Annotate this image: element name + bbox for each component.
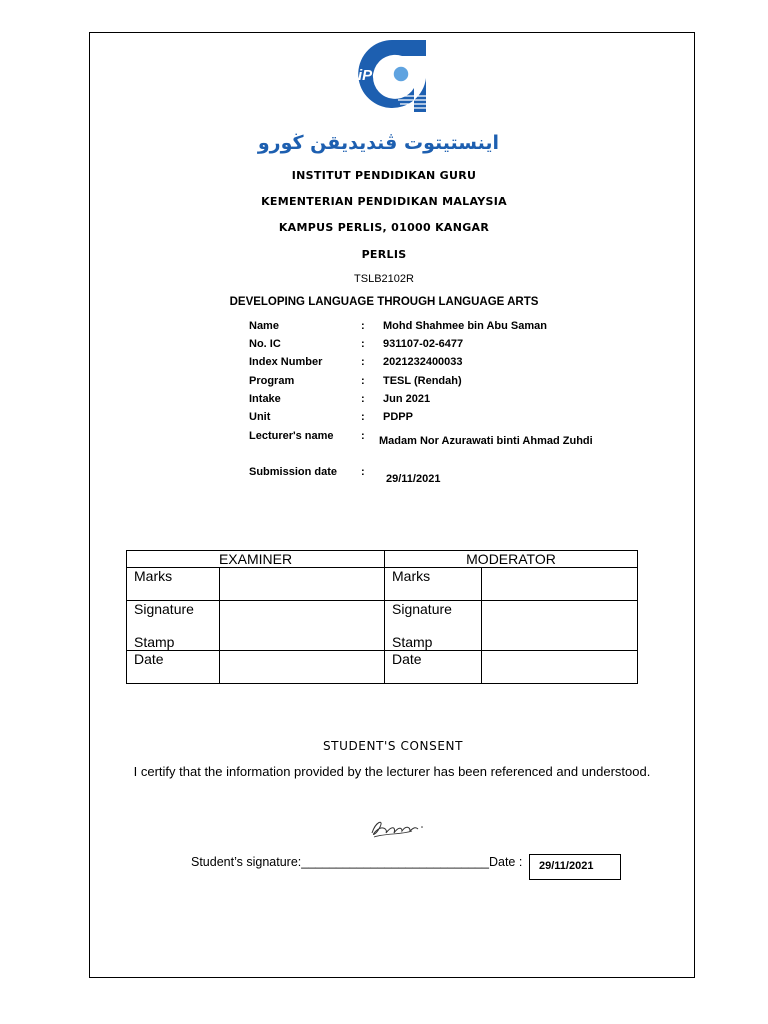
moderator-date-label: Date [385,651,482,684]
ministry-name: KEMENTERIAN PENDIDIKAN MALAYSIA [261,195,507,208]
info-label: Unit [249,411,271,423]
state-name: PERLIS [361,248,407,261]
student-signature-line[interactable]: Student’s signature:___________________________Date : [191,855,523,869]
info-value: Madam Nor Azurawati binti Ahmad Zuhdi [379,435,593,447]
examiner-header: EXAMINER [127,551,385,568]
info-separator: : [361,393,365,405]
info-value: PDPP [383,411,413,423]
info-label: Index Number [249,356,323,368]
signature-text: Signature [392,601,452,617]
moderator-date-cell[interactable] [482,651,638,684]
info-label: Intake [249,393,281,405]
examiner-marks-label: Marks [127,568,220,601]
info-value: TESL (Rendah) [383,375,462,387]
examiner-date-label: Date [127,651,220,684]
info-value: 29/11/2021 [386,473,441,485]
info-value: 2021232400033 [383,356,463,368]
examiner-signature-label [127,601,220,651]
moderator-header: MODERATOR [385,551,638,568]
info-separator: : [361,466,365,478]
info-separator: : [361,375,365,387]
info-separator: : [361,356,365,368]
info-separator: : [361,338,365,350]
consent-text: I certify that the information provided by the lecturer has been referenced and understood. [133,764,651,779]
stamp-text: Stamp [392,634,433,650]
info-label: Lecturer's name [249,430,334,442]
info-separator: : [361,411,365,423]
handwritten-signature [366,815,426,841]
jawi-institute-name: اينستيتوت ڤنديديقن ڬورو [257,132,499,154]
course-title: DEVELOPING LANGUAGE THROUGH LANGUAGE ARTS [229,296,539,308]
info-label: Program [249,375,295,387]
examiner-marks-cell[interactable] [220,568,385,601]
moderator-signature-label [385,601,482,651]
consent-title: STUDENT'S CONSENT [322,739,464,753]
institute-name: INSTITUT PENDIDIKAN GURU [291,169,477,182]
moderator-marks-label: Marks [385,568,482,601]
info-value: Jun 2021 [383,393,431,405]
consent-date-box[interactable]: 29/11/2021 [529,854,621,880]
grading-table [126,550,638,684]
stamp-text: Stamp [134,634,175,650]
logo-text: iPG [358,67,384,84]
info-label: Name [249,320,279,332]
course-code: TSLB2102R [354,273,414,285]
examiner-date-cell[interactable] [220,651,385,684]
campus-address: KAMPUS PERLIS, 01000 KANGAR [278,221,490,234]
info-separator: : [361,430,365,442]
moderator-signature-cell[interactable] [482,601,638,651]
info-value: Mohd Shahmee bin Abu Saman [383,320,547,332]
signature-text: Signature [134,601,194,617]
info-value: 931107-02-6477 [383,338,464,350]
examiner-signature-cell[interactable] [220,601,385,651]
moderator-marks-cell[interactable] [482,568,638,601]
ipg-logo [356,38,428,114]
info-separator: : [361,320,365,332]
info-label: Submission date [249,466,338,478]
info-label: No. IC [249,338,281,350]
